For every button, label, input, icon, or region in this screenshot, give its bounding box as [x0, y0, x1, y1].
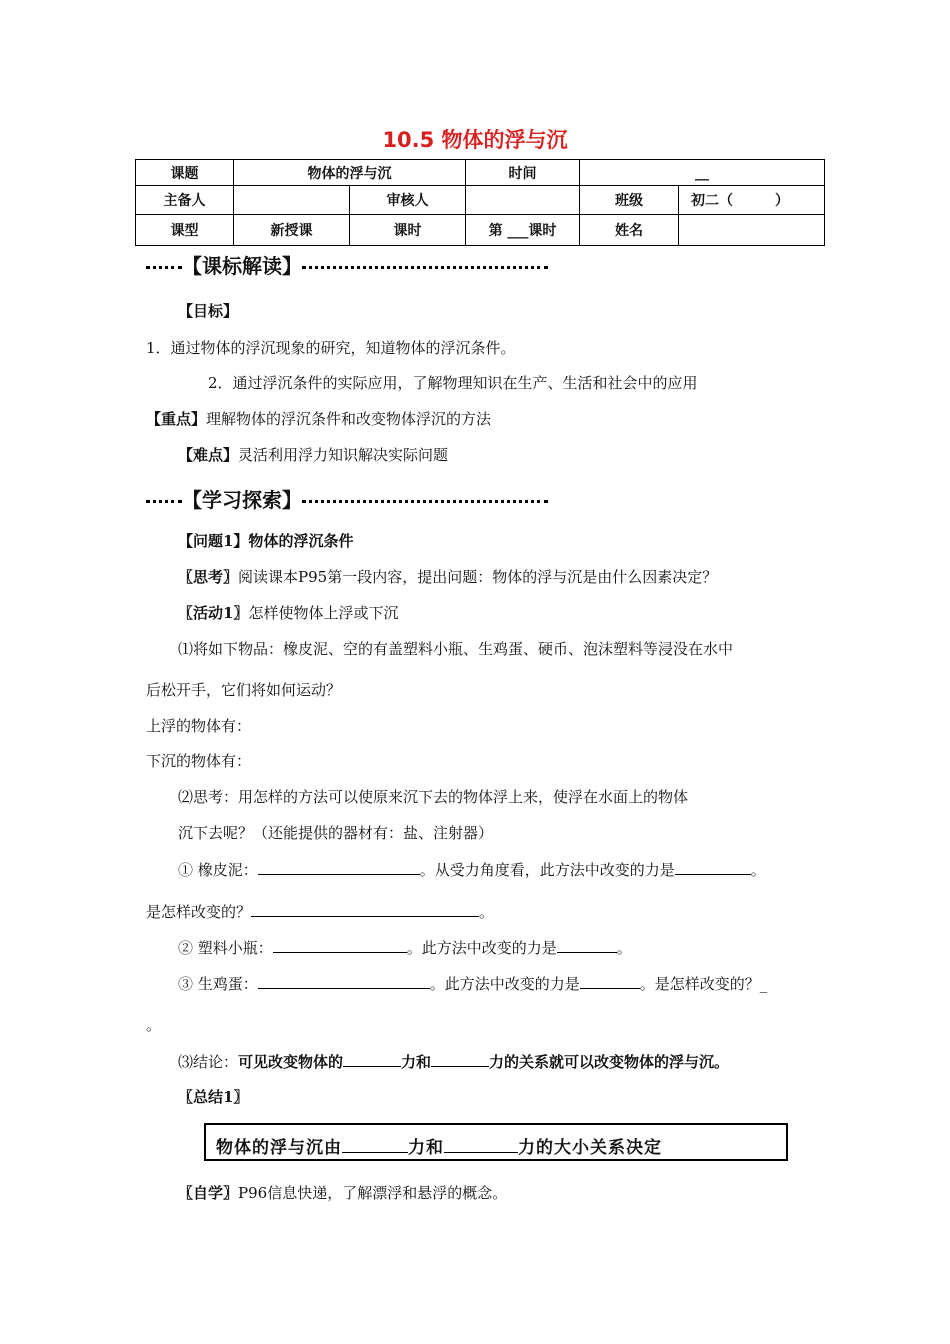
case-2-text: 。此方法中改变的力是: [406, 939, 557, 957]
think-text: 阅读课本P95第一段内容，提出问题：物体的浮与沉是由什么因素决定？: [238, 568, 718, 586]
label-name: 姓名: [580, 215, 679, 246]
label-time: 时间: [466, 160, 580, 186]
summary-box-text: [216, 1133, 662, 1158]
time-value: __: [580, 160, 825, 186]
blank-field[interactable]: [431, 1052, 489, 1067]
subject-value: 物体的浮与沉: [234, 160, 466, 186]
conclusion-text-c: 力的关系就可以改变物体的浮与沉。: [489, 1053, 730, 1071]
case-3-end: 。是怎样改变的？_: [639, 975, 768, 993]
dots-right: [302, 260, 548, 269]
section-heading-1: [146, 250, 548, 279]
case-plasticine: [178, 860, 766, 879]
case-1-end: 。: [750, 861, 766, 879]
difficulty: [178, 446, 448, 464]
conclusion-line: [178, 1052, 729, 1071]
info-table: [135, 159, 825, 246]
label-subject: 课题: [136, 160, 234, 186]
sink-label: 下沉的物体有：: [146, 752, 252, 770]
summary-box-a: 物体的浮与沉由: [216, 1138, 342, 1158]
step-2-line-a: ⑵思考：用怎样的方法可以使原来沉下去的物体浮上来，使浮在水面上的物体: [178, 788, 689, 806]
blank-field[interactable]: [580, 974, 640, 989]
activity-label: 〖活动1〗: [178, 604, 249, 622]
key-label: 【重点】: [146, 410, 207, 428]
blank-field[interactable]: [251, 902, 479, 917]
class-value: 初二（ ）: [679, 186, 825, 215]
label-period: 课时: [350, 215, 466, 246]
self-study-line: [178, 1184, 507, 1202]
case-3-label: ③ 生鸡蛋：: [178, 975, 258, 993]
type-value: 新授课: [234, 215, 350, 246]
summary-label: 〖总结1〗: [178, 1088, 249, 1106]
step-2-line-b: 沉下去呢？（还能提供的器材有：盐、注射器）: [178, 824, 494, 842]
case-1-how: 是怎样改变的？: [146, 903, 252, 921]
name-value: [679, 215, 825, 246]
think-label: 〖思考〗: [178, 568, 239, 586]
summary-box-c: 力的大小关系决定: [518, 1138, 662, 1158]
blank-field[interactable]: [342, 1137, 408, 1153]
section-heading-2: [146, 484, 548, 513]
case-egg: [178, 974, 767, 993]
blank-field[interactable]: [444, 1137, 518, 1153]
blank-field[interactable]: [258, 860, 420, 875]
goal-2: 2．通过浮沉条件的实际应用，了解物理知识在生产、生活和社会中的应用: [208, 374, 698, 392]
label-type: 课型: [136, 215, 234, 246]
step-1-line-a: ⑴将如下物品：橡皮泥、空的有盖塑料小瓶、生鸡蛋、硬币、泡沫塑料等浸没在水中: [178, 640, 734, 658]
label-reviewer: 审核人: [350, 186, 466, 215]
think-line: [178, 568, 717, 586]
step-1-line-b: 后松开手，它们将如何运动？: [146, 681, 342, 699]
activity-text: 怎样使物体上浮或下沉: [248, 604, 399, 622]
self-study-text: P96信息快递，了解漂浮和悬浮的概念。: [238, 1184, 508, 1202]
blank-field[interactable]: [273, 938, 407, 953]
conclusion-label: ⑶结论：: [178, 1053, 239, 1071]
key-point: [146, 410, 491, 428]
label-class: 班级: [580, 186, 679, 215]
blank-field[interactable]: [343, 1052, 401, 1067]
case-bottle: [178, 938, 632, 957]
preparer-value: [234, 186, 350, 215]
section-heading-1-text: 【课标解读】: [182, 254, 302, 278]
case-3-text: 。此方法中改变的力是: [429, 975, 580, 993]
float-up-label: 上浮的物体有：: [146, 717, 252, 735]
case-plasticine-how: [146, 902, 494, 921]
activity-line: [178, 604, 398, 622]
case-egg-end: 。: [146, 1016, 162, 1034]
dots-left: [146, 260, 182, 269]
page-title: 10.5 物体的浮与沉: [382, 128, 568, 152]
summary-box-b: 力和: [408, 1138, 444, 1158]
key-text: 理解物体的浮沉条件和改变物体浮沉的方法: [206, 410, 492, 428]
section-heading-2-text: 【学习探索】: [182, 488, 302, 512]
label-preparer: 主备人: [136, 186, 234, 215]
dots-left: [146, 494, 182, 503]
case-2-label: ② 塑料小瓶：: [178, 939, 273, 957]
difficulty-label: 【难点】: [178, 446, 239, 464]
summary-box: [204, 1123, 788, 1161]
dots-right: [302, 494, 548, 503]
blank-field[interactable]: [557, 938, 617, 953]
case-1-text: 。从受力角度看，此方法中改变的力是: [419, 861, 675, 879]
goal-label: 【目标】: [178, 302, 239, 320]
case-1-label: ① 橡皮泥：: [178, 861, 258, 879]
case-1-how-end: 。: [479, 903, 495, 921]
difficulty-text: 灵活利用浮力知识解决实际问题: [238, 446, 449, 464]
period-value: 第 ___课时: [466, 215, 580, 246]
question-1: 【问题1】物体的浮沉条件: [178, 532, 354, 550]
self-study-label: 〖自学〗: [178, 1184, 239, 1202]
goal-1: 1．通过物体的浮沉现象的研究，知道物体的浮沉条件。: [146, 339, 516, 357]
reviewer-value: [466, 186, 580, 215]
blank-field[interactable]: [675, 860, 751, 875]
conclusion-text-b: 力和: [401, 1053, 432, 1071]
case-2-end: 。: [616, 939, 632, 957]
conclusion-text-a: 可见改变物体的: [238, 1053, 344, 1071]
blank-field[interactable]: [258, 974, 430, 989]
